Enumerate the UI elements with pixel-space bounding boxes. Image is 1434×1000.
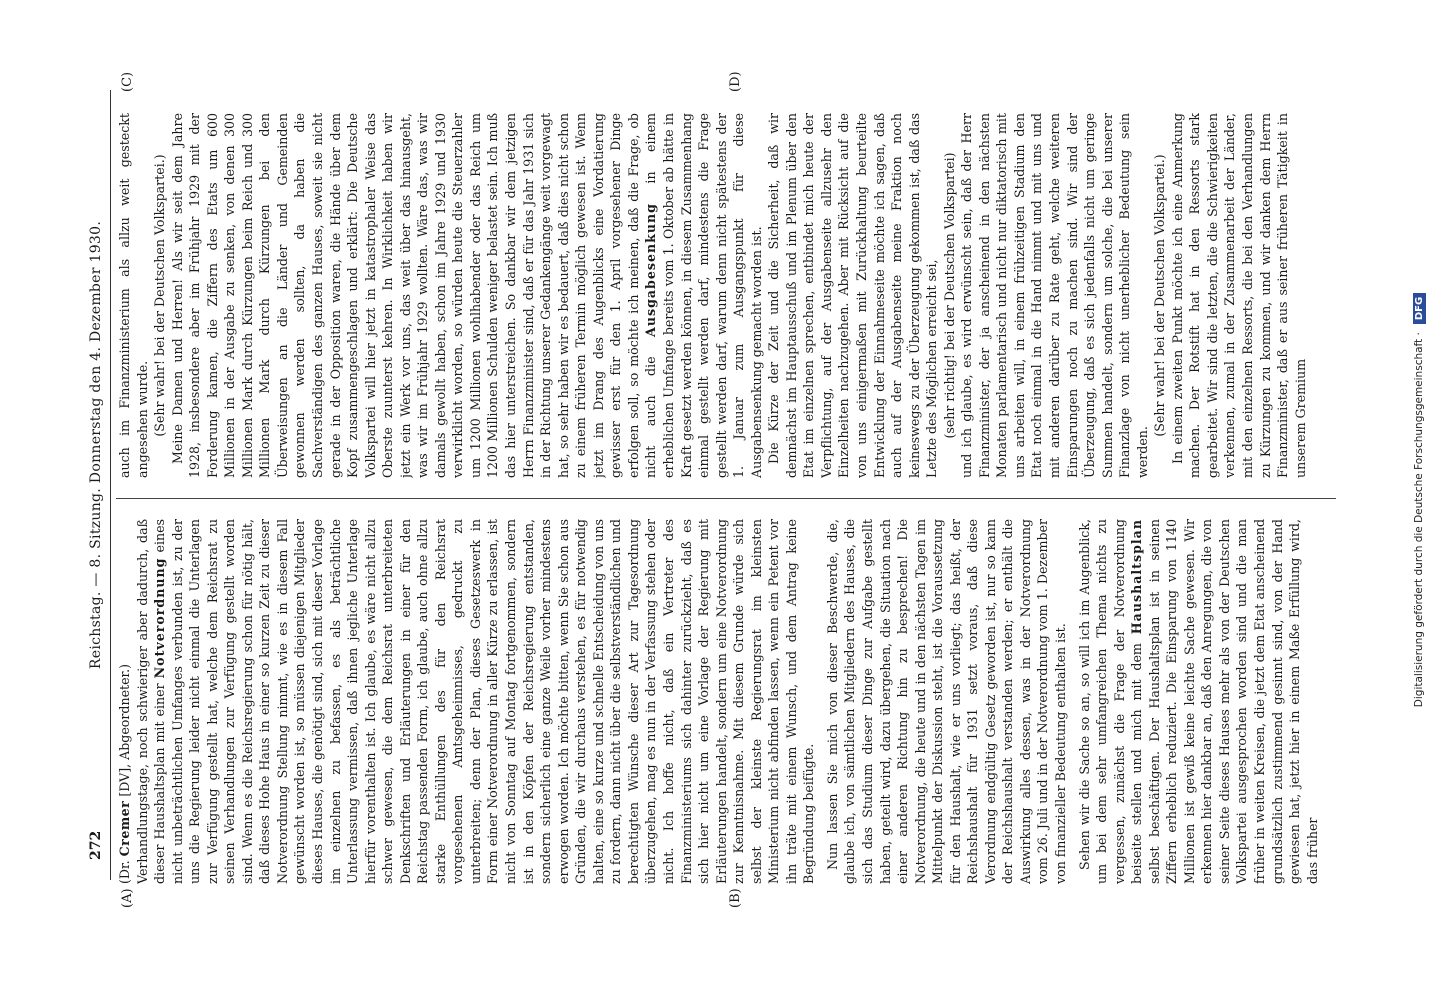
- paragraph: Die Kürze der Zeit und die Sicherheit, daß wir demnächst im Hauptausschuß und im Plenum über den Etat im einzelnen sprechen, entbindet mich heute der Verpflichtung, auf der Ausgabenseite allzusehr den Einzelheiten nachzugehen. Aber mit Rücksicht auf die von uns einigermaßen mit Zurückhaltung beurteilte Entwicklung der Einnahmeseite möchte ich sagen, daß auch auf der Ausgabenseite meine Fraktion noch keineswegs zu der Überzeugung gekommen ist, daß das Letzte des Möglichen erreicht sei,: [766, 113, 940, 478]
- emphasis: Ausgabesenkung: [643, 203, 659, 337]
- text-run: selbst beschäftigen. Der Haushaltsplan ist in seinen Ziffern erheblich reduziert. Die Einsparung von 1140 Millionen ist gewiß keine leichte Sache gewesen. Wir erkennen hier dankbar an, daß den Anregungen, die von seiner Seite dieses Hauses mehr als von der Deutschen Volkspartei ausgesprochen worden sind und die man früher in weiten Kreisen, die jetzt dem Etat anscheinend grundsätzlich zustimmend gesinnt sind, von der Hand gewiesen hat, jetzt hier in einem Maße Erfüllung wird, das früher: [1146, 519, 1320, 884]
- paragraph: [134, 519, 818, 884]
- header-rule: [110, 90, 111, 880]
- paragraph: und ich glaube, es wird erwünscht sein, daß der Herr Finanzminister, der ja anscheinend in den nächsten Monaten parlamentarisch und nicht nur diktatorisch mit uns arbeiten will, in einem frühzeitigen Stadium den Etat noch einmal in die Hand nimmt und mit uns und mit anderen darüber zu Rate geht, welche weiteren Einsparungen noch zu machen sind. Wir sind der Überzeugung, daß es sich jedenfalls nicht um geringe Summen handelt, sondern um solche, die bei unserer Finanzlage von nicht unerheblicher Bedeutung sein werden.: [959, 113, 1150, 478]
- paragraph: [169, 113, 766, 478]
- running-head: Reichstag. — 8. Sitzung. Donnerstag den 4. Dezember 1930.: [88, 220, 104, 670]
- column-divider: [116, 498, 1336, 499]
- margin-marker-c: (C): [120, 71, 135, 92]
- paragraph: [1076, 519, 1322, 884]
- text-run: Verhandlungstage, noch schwieriger aber dadurch, daß dieser Haushaltsplan mit einer: [134, 519, 168, 884]
- interjection: (Sehr wahr! bei der Deutschen Volkspartei.): [1152, 154, 1168, 437]
- margin-marker-b: (B): [728, 888, 743, 908]
- paragraph: In einem zweiten Punkt möchte ich eine Anmerkung machen. Der Rotstift hat in den Ressorts stark gearbeitet. Wir sind die letzten, die die Schwierigkeiten verkennen, zumal in der Zusammenarbeit der Länder, mit den einzelnen Ressorts, die bei den Verhandlungen zu Kürzungen zu kommen, und wir danken dem Herrn Finanzminister, daß er aus seiner früheren Tätigkeit in unserem Gremium: [1169, 113, 1308, 478]
- text-run: eines nicht unbeträchtlichen Umfanges verbunden ist, zu der uns die Regierung leider nicht einmal die Unterlagen zur Verfügung gestellt hat, welche dem Reichsrat zu seinen Verhandlungen zur Verfügung gestellt worden sind. Wenn es die Reichsregierung schon für nötig hält, daß dieses Hohe Haus in einer so kurzen Zeit zu dieser Notverordnung Stellung nimmt, wie es in diesem Fall gewünscht worden ist, so müssen diejenigen Mitglieder dieses Hauses, die genötigt sind, sich mit dieser Vorlage im einzelnen zu befassen, es als beträchtliche Unterlassung vermissen, daß ihnen jegliche Unterlage hierfür vorenthalten ist. Ich glaube, es wäre nicht allzu schwer gewesen, die dem Reichsrat unterbreiteten Denkschriften und Erläuterungen in einer für den Reichstag passenden Form, ich glaube, auch ohne allzu starke Enthüllungen des für den Reichsrat vorgesehenen Amtsgeheimnisses, gedruckt zu unterbreiten; denn der Plan, dieses Gesetzeswerk in Form einer Notverordnung in aller Kürze zu erlassen, ist nicht von Sonntag auf Montag fortgenommen, sondern ist in den Köpfen der Reichsregierung entstanden, sondern sicherlich eine ganze Weile vorher mindestens erwogen worden. Ich möchte bitten, wenn Sie schon aus Gründen, die wir durchaus verstehen, es für notwendig halten, eine so kurze und schnelle Entscheidung von uns zu fordern, dann nicht über die selbstverständlichen und berechtigten Wünsche dieser Art zur Tagesordnung überzugehen, mag es nun in der Verfassung stehen oder nicht. Ich hoffe nicht, daß ein Vertreter des Finanzministeriums sich dahinter zurückzieht, daß es sich hier nicht um eine Vorlage der Regierung mit Erläuterungen handelt, sondern um eine Notverordnung zur Kenntnisnahme. Mit diesem Grunde würde sich selbst der kleinste Regierungsrat im kleinsten Ministerium nicht abfinden lassen, wenn ein Petent vor ihn träte mit einem Wunsch, und dem Antrag keine Begründung beifügte.: [152, 519, 817, 884]
- emphasis: Haushaltsplan: [1129, 519, 1145, 635]
- right-column: [116, 113, 1336, 478]
- page-header: [82, 100, 104, 860]
- interjection: (sehr richtig! bei der Deutschen Volkspartei): [941, 152, 957, 439]
- speaker-line: [116, 519, 134, 884]
- margin-marker-d: (D): [728, 71, 743, 92]
- credit-text: Digitalisierung gefördert durch die Deutsche Forschungsgemeinschaft ·: [1413, 332, 1425, 708]
- interjection: (Sehr wahr! bei der Deutschen Volkspartei.): [152, 154, 168, 437]
- dfg-logo: DFG: [1413, 293, 1426, 324]
- speaker-name: Cremer: [117, 800, 132, 857]
- page-number: 272: [88, 830, 104, 860]
- emphasis: Notverordnung: [152, 557, 168, 679]
- text-run: in einem erheblichen Umfange bereits vom 1. Oktober ab hätte in Kraft gesetzt werden können, in diesem Zusammenhang einmal gestellt werden darf, mindestens die Frage gestellt werden darf, warum denn nicht spätestens der 1. Januar zum Ausgangspunkt für diese Ausgabensenkung gemacht worden ist.: [643, 113, 764, 478]
- paragraph: Nun lassen Sie mich von dieser Beschwerde, die, glaube ich, von sämtlichen Mitgliedern des Hauses, die sich das Studium dieser Dinge zur Aufgabe gestellt haben, geteilt wird, dazu übergehen, die Situation nach einer anderen Richtung hin zu besprechen! Die Notverordnung, die heute und in den nächsten Tagen im Mittelpunkt der Diskussion steht, ist die Voraussetzung für den Haushalt, wie er uns vorliegt; das heißt, der Reichshaushalt für 1931 setzt voraus, daß diese Verordnung endgültig Gesetz geworden ist, nur so kann der Reichshaushalt verstanden werden; er enthält die Auswirkung alles dessen, was in der Notverordnung vom 26. Juli und in der Notverordnung vom 1. Dezember von finanzieller Bedeutung enthalten ist.: [824, 519, 1068, 884]
- left-column: [116, 519, 1336, 884]
- speaker-rest: [DV], Abgeordneter.): [117, 663, 132, 801]
- digitization-credit: [1404, 0, 1434, 1000]
- paragraph: auch im Finanzministerium als allzu weit gesteckt angesehen wurde.: [117, 113, 150, 478]
- text-run: Sehen wir die Sache so an, so will ich im Augenblick, um bei dem sehr umfangreichen Thema nichts zu vergessen, zunächst die Frage der Notverordnung beiseite stellen und mich mit dem: [1076, 519, 1145, 884]
- text-run: Meine Damen und Herren! Als wir seit dem Jahre 1928, insbesondere aber im Frühjahr 1929 mit der Forderung kamen, die Ziffern des Etats um 600 Millionen in der Ausgabe zu senken, von denen 300 Millionen Mark durch Kürzungen beim Reich und 300 Millionen Mark durch Kürzungen bei den Überweisungen an die Länder und Gemeinden gewonnen werden sollten, da haben die Sachverständigen des ganzen Hauses, soweit sie nicht gerade in der Opposition waren, die Hände über dem Kopf zusammengeschlagen und erklärt: Die Deutsche Volkspartei will hier jetzt in katastrophaler Weise das Oberste zuunterst kehren. In Wirklichkeit haben wir jetzt ein Werk vor uns, das weit über das hinausgeht, was wir im Frühjahr 1929 wollten. Wäre das, was wir damals gewollt haben, schon im Jahre 1929 und 1930 verwirklicht worden, so würden heute die Steuerzahler um 1200 Millionen wohlhabender oder das Reich um 1200 Millionen Schulden weniger belastet sein. Ich muß das hier unterstreichen. So dankbar wir dem jetzigen Herrn Finanzminister sind, daß er für das Jahr 1931 sich in der Richtung unserer Gedankengänge weit vorgewagt hat, so sehr haben wir es bedauert, daß dies nicht schon zu einem früheren Termin möglich gewesen ist. Wenn jetzt im Drang des Augenblicks eine Vordatierung gewisser erst für den 1. April vorgesehener Dinge erfolgen soll, so möchte ich meinen, daß die Frage, ob nicht auch die: [169, 113, 659, 478]
- speaker-open: (Dr.: [117, 856, 132, 884]
- margin-marker-a: (A): [120, 888, 135, 908]
